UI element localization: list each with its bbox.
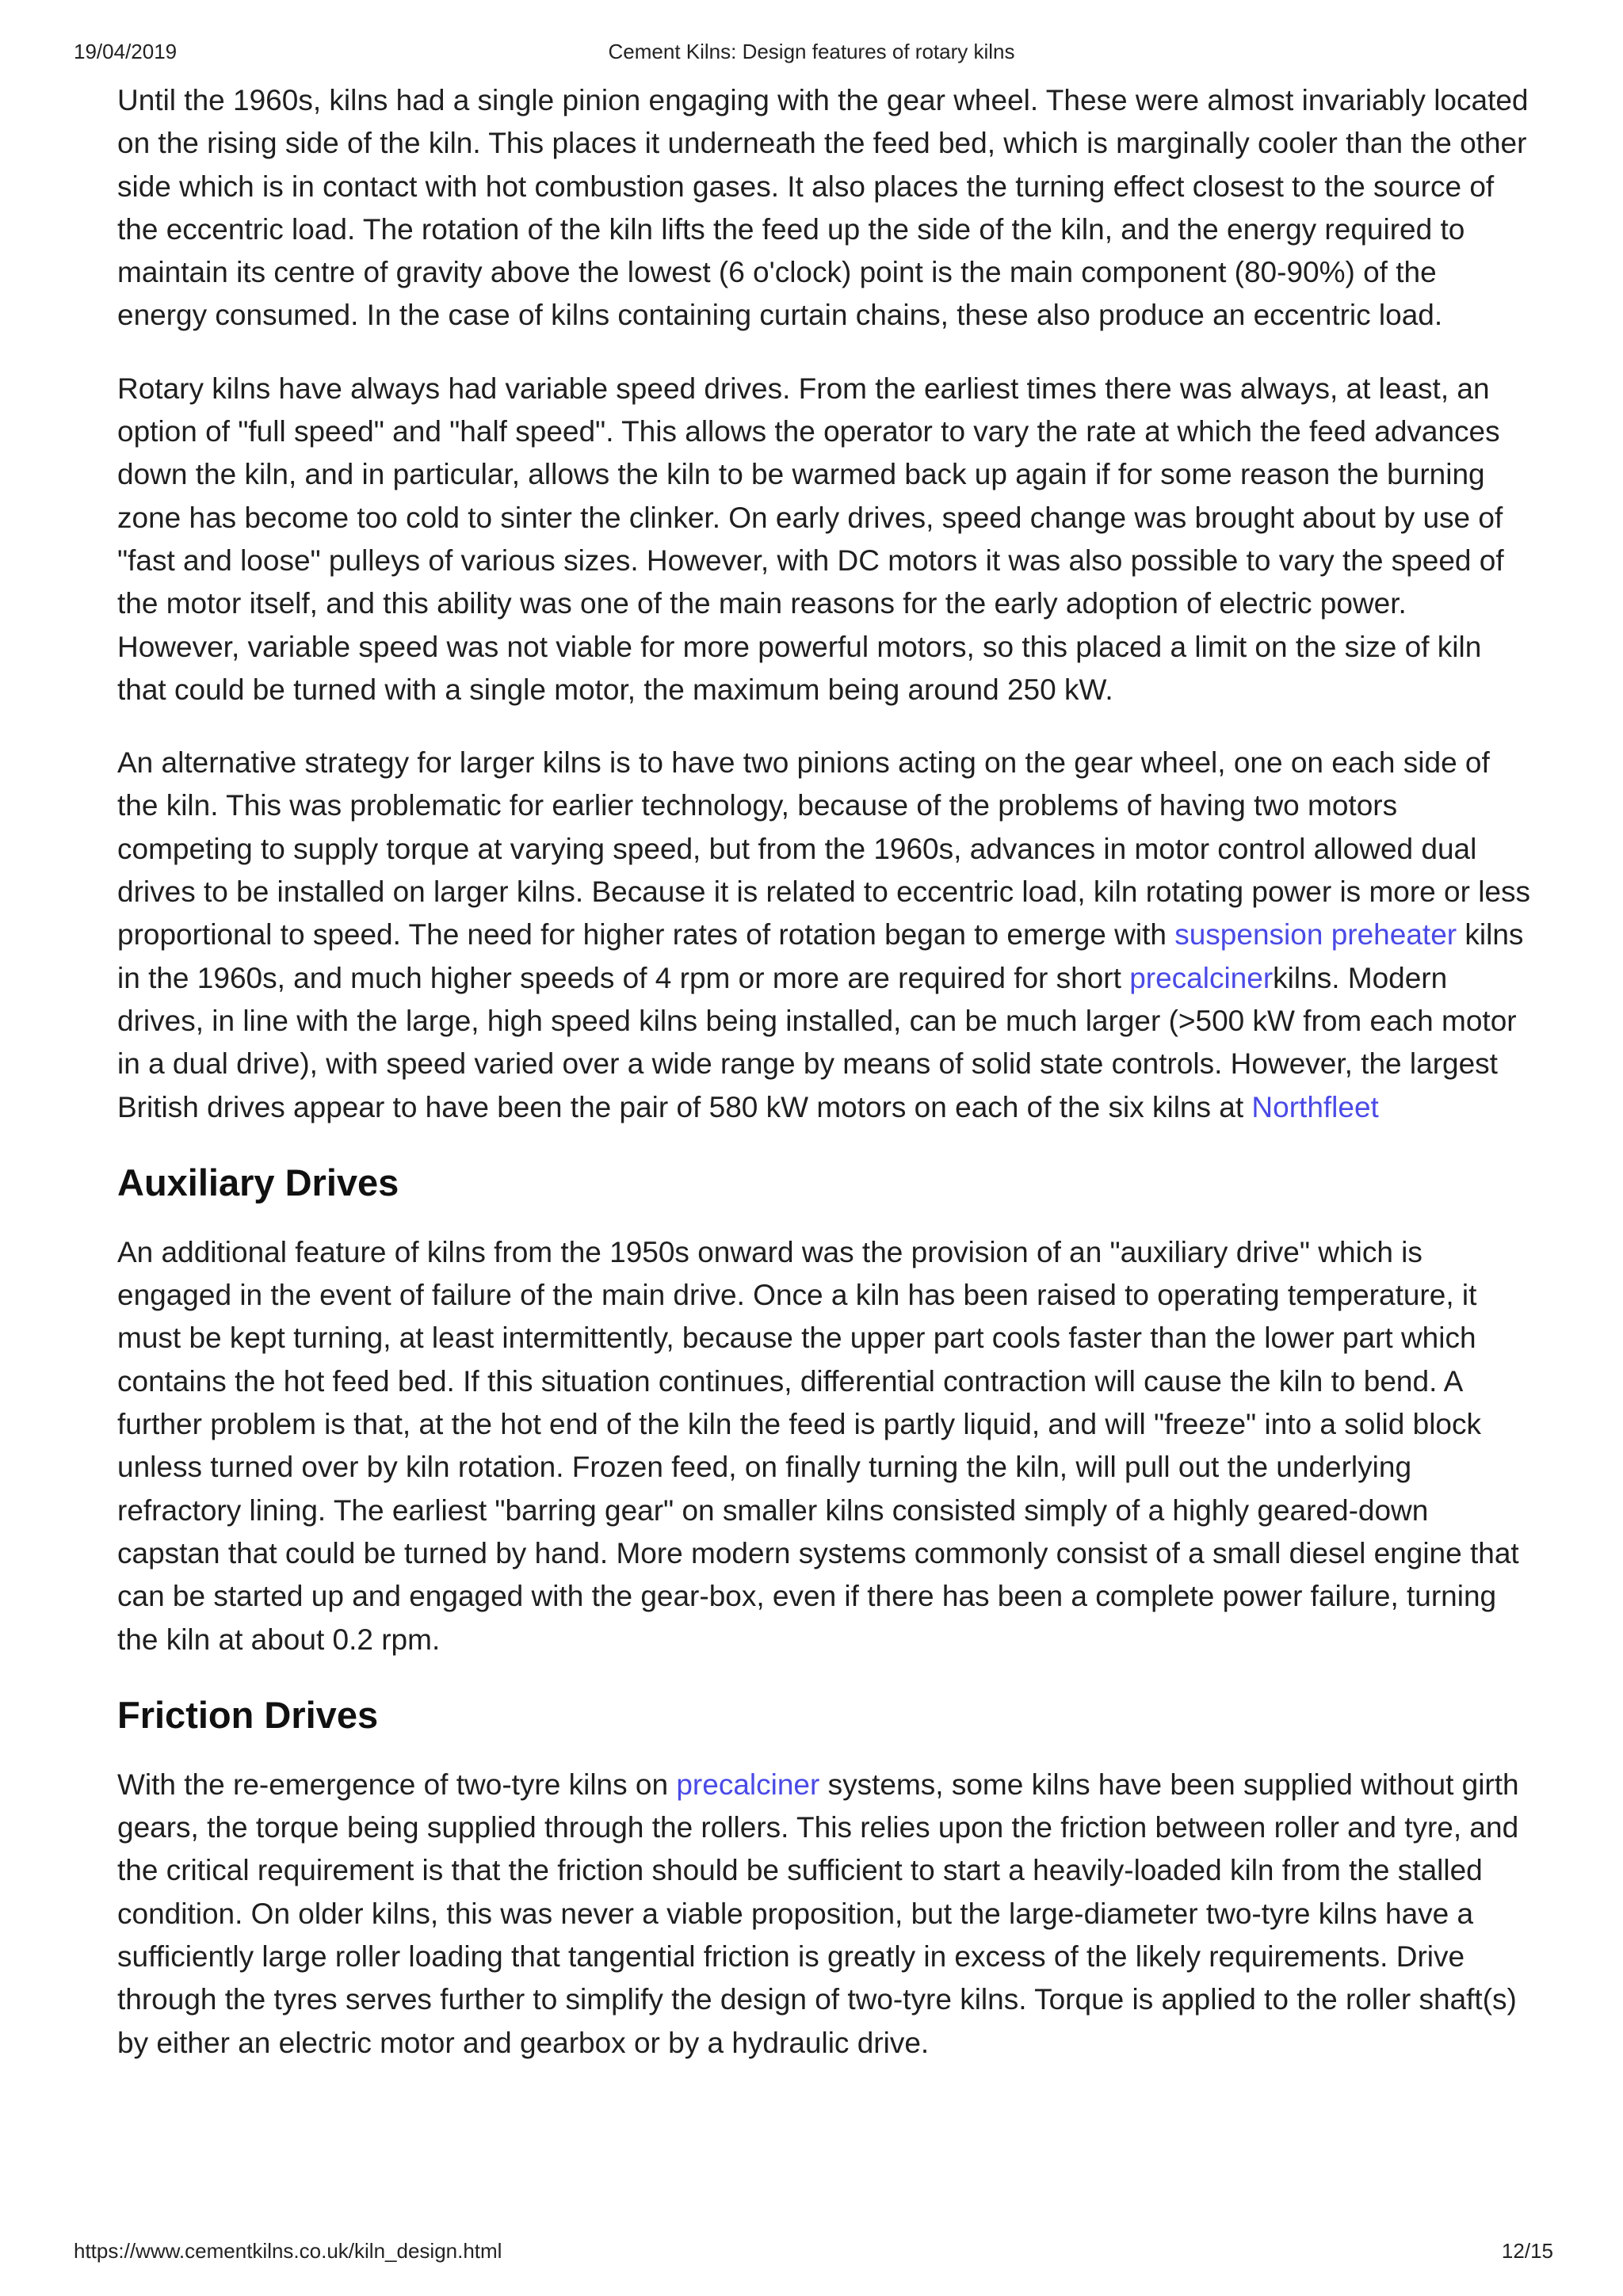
link-precalciner-2[interactable]: precalciner — [676, 1768, 820, 1801]
paragraph-auxiliary-drive: An additional feature of kilns from the 1950s onward was the provision of an "auxiliary drive" which is engaged in the event of failure of the main drive. Once a kiln has been raised to operating temperature, it must be kept turning, at least intermittently, because the upper part cools faster than the lower part which contains the hot feed bed. If this situation continues, differential contraction will cause the kiln to bend. A further problem is that, at the hot end of the kiln the feed is partly liquid, and will "freeze" into a solid block unless turned over by kiln rotation. Frozen feed, on finally turning the kiln, will pull out the underlying refractory lining. The earliest "barring gear" on smaller kilns consisted simply of a highly geared-down capstan that could be turned by hand. More modern systems commonly consist of a small diesel engine that can be started up and engaged with the gear-box, even if there has been a complete power failure, turning the kiln at about 0.2 rpm. — [117, 1235, 1519, 1656]
paragraph-friction-drives — [117, 1764, 1534, 2065]
page-number: 12/15 — [1501, 2239, 1553, 2263]
print-date: 19/04/2019 — [74, 40, 178, 63]
paragraph-variable-speed: Rotary kilns have always had variable speed drives. From the earliest times there was always, at least, an option of "full speed" and "half speed". This allows the operator to vary the rate at which the feed advances down the kiln, and in particular, allows the kiln to be warmed back up again if for some reason the burning zone has become too cold to sinter the clinker. On early drives, speed change was brought about by use of "fast and loose" pulleys of various sizes. However, with DC motors it was also possible to vary the speed of the motor itself, and this ability was one of the main reasons for the early adoption of electric power. However, variable speed was not viable for more powerful motors, so this placed a limit on the size of kiln that could be turned with a single motor, the maximum being around 250 kW. — [117, 372, 1504, 706]
link-precalciner[interactable]: precalciner — [1129, 961, 1274, 994]
page-title: Cement Kilns: Design features of rotary kilns — [608, 40, 1015, 63]
text-segment: With the re-emergence of two-tyre kilns on — [117, 1768, 677, 1801]
text-segment: kilns. Modern drives, in line with the large, high speed kilns being installed, can be much larger (>500 kW from each motor in a dual drive), with speed varied over a wide range by means of solid state controls. However, the largest British drives appear to have been the pair of 580 kW motors on each of the six kilns at — [117, 961, 1517, 1123]
article-content — [117, 79, 1534, 2065]
heading-friction-drives: Friction Drives — [117, 1693, 379, 1736]
text-segment: systems, some kilns have been supplied without girth gears, the torque being supplied through the rollers. This relies upon the friction between roller and tyre, and the critical requirement is that the friction should be sufficient to start a heavily-loaded kiln from the stalled condition. On older kilns, this was never a viable proposition, but the large-diameter two-tyre kilns have a sufficiently large roller loading that tangential friction is greatly in excess of the likely requirements. Drive through the tyres serves further to simplify the design of two-tyre kilns. Torque is applied to the roller shaft(s) by either an electric motor and gearbox or by a hydraulic drive. — [117, 1768, 1519, 2059]
text-segment: kilns in the 1960s, and much higher speeds of 4 rpm or more are required for short — [117, 918, 1524, 994]
text-segment: An alternative strategy for larger kilns is to have two pinions acting on the gear wheel, one on each side of the kiln. This was problematic for earlier technology, because of the problems of having two motors competing to supply torque at varying speed, but from the 1960s, advances in motor control allowed dual drives to be installed on larger kilns. Because it is related to eccentric load, kiln rotating power is more or less proportional to speed. The need for higher rates of rotation began to emerge with — [117, 746, 1531, 952]
link-suspension-preheater[interactable]: suspension preheater — [1174, 918, 1457, 952]
heading-auxiliary-drives: Auxiliary Drives — [117, 1161, 399, 1203]
paragraph-dual-drives — [117, 742, 1534, 1129]
paragraph-single-pinion: Until the 1960s, kilns had a single pinion engaging with the gear wheel. These were almost invariably located on the rising side of the kiln. This places it underneath the feed bed, which is marginally cooler than the other side which is in contact with hot combustion gases. It also places the turning effect closest to the source of the eccentric load. The rotation of the kiln lifts the feed up the side of the kiln, and the energy required to maintain its centre of gravity above the lowest (6 o'clock) point is the main component (80-90%) of the energy consumed. In the case of kilns containing curtain chains, these also produce an eccentric load. — [117, 84, 1529, 332]
page-url: https://www.cementkilns.co.uk/kiln_design.html — [74, 2239, 502, 2263]
link-northfleet[interactable]: Northfleet — [1251, 1090, 1379, 1123]
